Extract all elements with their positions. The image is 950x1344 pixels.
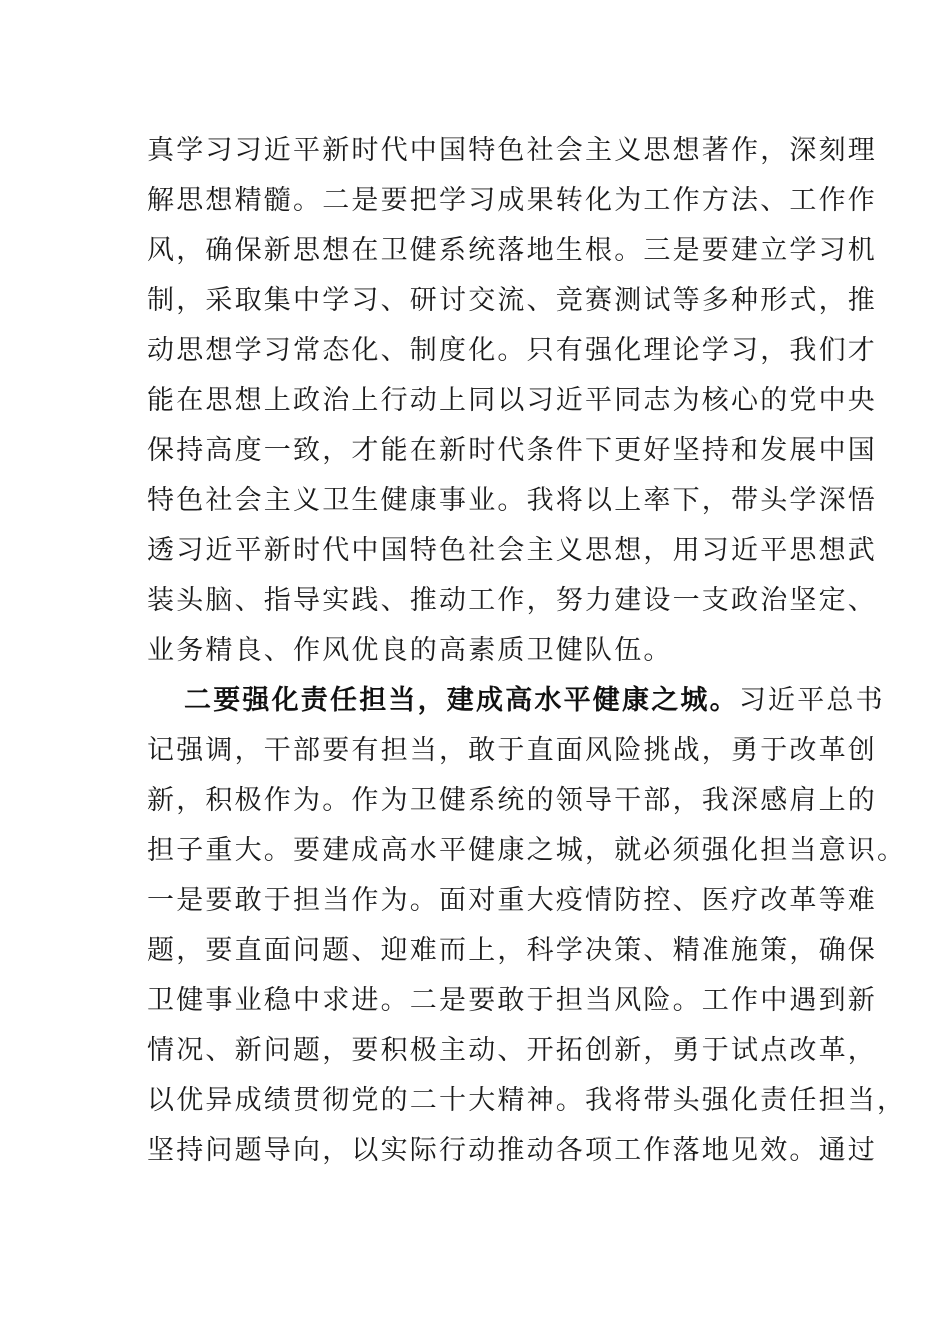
body-line: 解思想精髓。二是要把学习成果转化为工作方法、工作作 bbox=[147, 185, 877, 216]
section-heading-continuation: 习近平总书 bbox=[738, 685, 885, 716]
body-line: 业务精良、作风优良的高素质卫健队伍。 bbox=[147, 635, 673, 666]
section-heading-line bbox=[184, 676, 885, 726]
body-line: 一是要敢于担当作为。面对重大疫情防控、医疗改革等难 bbox=[147, 885, 877, 916]
body-line: 保持高度一致，才能在新时代条件下更好坚持和发展中国 bbox=[147, 435, 877, 466]
body-line: 坚持问题导向，以实际行动推动各项工作落地见效。通过 bbox=[147, 1135, 877, 1166]
body-line: 情况、新问题，要积极主动、开拓创新，勇于试点改革， bbox=[147, 1035, 877, 1066]
body-line: 新，积极作为。作为卫健系统的领导干部，我深感肩上的 bbox=[147, 785, 877, 816]
body-line: 真学习习近平新时代中国特色社会主义思想著作，深刻理 bbox=[147, 135, 877, 166]
body-line: 装头脑、指导实践、推动工作，努力建设一支政治坚定、 bbox=[147, 585, 877, 616]
body-line: 透习近平新时代中国特色社会主义思想，用习近平思想武 bbox=[147, 535, 877, 566]
section-heading: 二要强化责任担当，建成高水平健康之城。 bbox=[184, 685, 739, 716]
body-line: 能在思想上政治上行动上同以习近平同志为核心的党中央 bbox=[147, 385, 877, 416]
body-line: 风，确保新思想在卫健系统落地生根。三是要建立学习机 bbox=[147, 235, 877, 266]
body-line: 记强调，干部要有担当，敢于直面风险挑战，勇于改革创 bbox=[147, 735, 877, 766]
body-line: 担子重大。要建成高水平健康之城，就必须强化担当意识。 bbox=[147, 835, 907, 866]
body-line: 卫健事业稳中求进。二是要敢于担当风险。工作中遇到新 bbox=[147, 985, 877, 1016]
body-line: 制，采取集中学习、研讨交流、竞赛测试等多种形式，推 bbox=[147, 285, 877, 316]
body-line: 特色社会主义卫生健康事业。我将以上率下，带头学深悟 bbox=[147, 485, 877, 516]
body-line: 题，要直面问题、迎难而上，科学决策、精准施策，确保 bbox=[147, 935, 877, 966]
body-line: 动思想学习常态化、制度化。只有强化理论学习，我们才 bbox=[147, 335, 877, 366]
body-line: 以优异成绩贯彻党的二十大精神。我将带头强化责任担当， bbox=[147, 1085, 907, 1116]
